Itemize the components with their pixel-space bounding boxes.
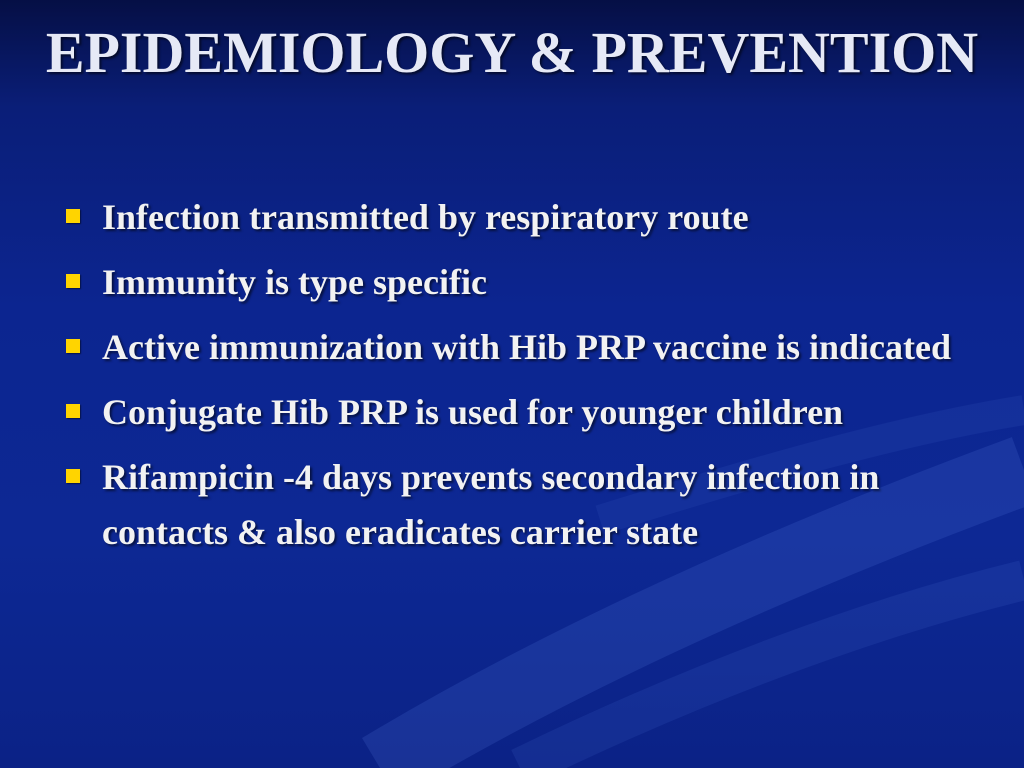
bullet-text: Rifampicin -4 days prevents secondary infection in contacts & also eradicates carrier state bbox=[102, 457, 880, 552]
bullet-item bbox=[64, 450, 964, 560]
bullet-text: Conjugate Hib PRP is used for younger children bbox=[102, 392, 844, 432]
square-bullet-icon bbox=[66, 274, 80, 288]
bullet-item bbox=[64, 190, 964, 245]
bullet-item bbox=[64, 385, 964, 440]
square-bullet-icon bbox=[66, 404, 80, 418]
bullet-item bbox=[64, 320, 964, 375]
slide-title: EPIDEMIOLOGY & PREVENTION bbox=[45, 20, 979, 85]
bullet-item bbox=[64, 255, 964, 310]
square-bullet-icon bbox=[66, 209, 80, 223]
square-bullet-icon bbox=[66, 469, 80, 483]
bullet-text: Infection transmitted by respiratory route bbox=[102, 197, 749, 237]
square-bullet-icon bbox=[66, 339, 80, 353]
bullet-text: Immunity is type specific bbox=[102, 262, 487, 302]
bullet-text: Active immunization with Hib PRP vaccine is indicated bbox=[102, 327, 951, 367]
bullet-list bbox=[64, 190, 964, 570]
